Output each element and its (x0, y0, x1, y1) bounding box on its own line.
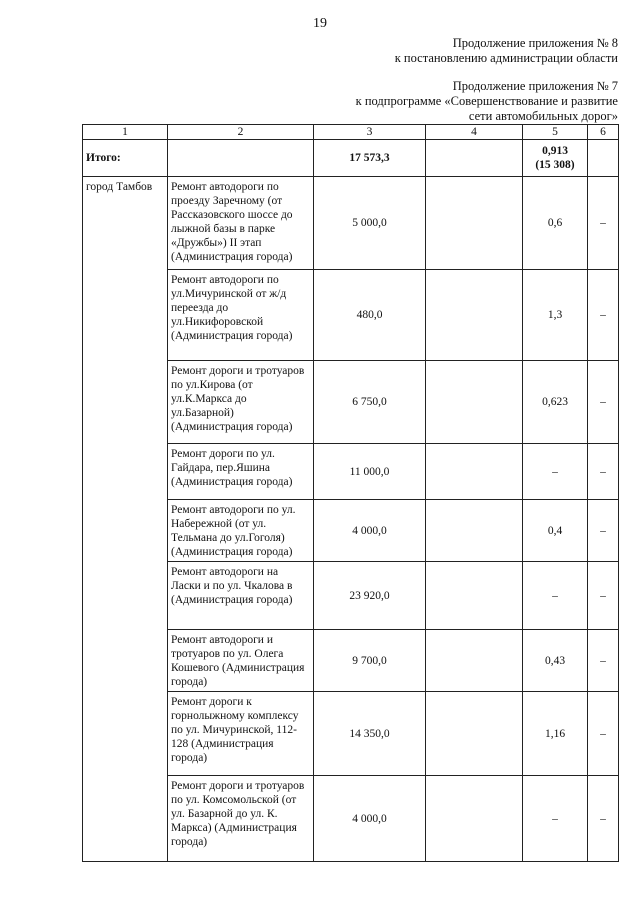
total-length (523, 140, 588, 177)
length-cell: 1,3 (523, 270, 588, 361)
length-cell: 0,43 (523, 630, 588, 692)
total-empty-cell (426, 140, 523, 177)
col4-cell (426, 361, 523, 444)
appendix-7-title: Продолжение приложения № 7 (452, 79, 618, 93)
amount-cell: 9 700,0 (314, 630, 426, 692)
column-header: 2 (168, 125, 314, 140)
column-header: 4 (426, 125, 523, 140)
col4-cell (426, 270, 523, 361)
appendix-7-subtitle-1: к подпрограмме «Совершенствование и развитие (355, 94, 618, 108)
col4-cell (426, 692, 523, 776)
amount-cell: 480,0 (314, 270, 426, 361)
amount-cell: 6 750,0 (314, 361, 426, 444)
funding-table (82, 124, 619, 862)
col4-cell (426, 630, 523, 692)
object-description: Ремонт дороги и тротуаров по ул. Комсомольской (от ул. Базарной до ул. К. Маркса) (Администрация города) (168, 776, 314, 862)
total-empty-cell (168, 140, 314, 177)
page-number: 19 (313, 16, 327, 31)
appendix-8-header (395, 36, 618, 66)
column-header: 1 (83, 125, 168, 140)
amount-cell: 11 000,0 (314, 444, 426, 500)
length-cell: 0,623 (523, 361, 588, 444)
length-cell: – (523, 444, 588, 500)
object-description: Ремонт автодороги по ул. Набережной (от ул. Тельмана до ул.Гоголя) (Администрация города) (168, 500, 314, 562)
amount-cell: 4 000,0 (314, 776, 426, 862)
col4-cell (426, 444, 523, 500)
col4-cell (426, 177, 523, 270)
table-row (83, 177, 619, 270)
amount-cell: 5 000,0 (314, 177, 426, 270)
col6-cell: – (588, 270, 619, 361)
length-cell: 1,16 (523, 692, 588, 776)
object-description: Ремонт дороги и тротуаров по ул.Кирова (от ул.К.Маркса до ул.Базарной) (Администрация города) (168, 361, 314, 444)
col6-cell: – (588, 177, 619, 270)
col4-cell (426, 500, 523, 562)
length-cell: 0,4 (523, 500, 588, 562)
amount-cell: 14 350,0 (314, 692, 426, 776)
total-empty-cell (588, 140, 619, 177)
col6-cell: – (588, 692, 619, 776)
appendix-7-header (356, 79, 618, 124)
col6-cell: – (588, 500, 619, 562)
object-description: Ремонт автодороги и тротуаров по ул. Олега Кошевого (Администрация города) (168, 630, 314, 692)
col6-cell: – (588, 562, 619, 630)
total-length-extra: (15 308) (535, 159, 575, 171)
column-header: 6 (588, 125, 619, 140)
amount-cell: 4 000,0 (314, 500, 426, 562)
total-amount: 17 573,3 (314, 140, 426, 177)
length-cell: 0,6 (523, 177, 588, 270)
col6-cell: – (588, 630, 619, 692)
col4-cell (426, 562, 523, 630)
col4-cell (426, 776, 523, 862)
object-description: Ремонт дороги к горнолыжному комплексу по ул. Мичуринской, 112-128 (Администрация города) (168, 692, 314, 776)
column-number-row (83, 125, 619, 140)
length-cell: – (523, 562, 588, 630)
total-label: Итого: (83, 140, 168, 177)
object-description: Ремонт дороги по ул. Гайдара, пер.Яшина (Администрация города) (168, 444, 314, 500)
appendix-7-subtitle-2: сети автомобильных дорог» (468, 109, 618, 123)
amount-cell: 23 920,0 (314, 562, 426, 630)
column-header: 5 (523, 125, 588, 140)
appendix-8-subtitle: к постановлению администрации области (394, 51, 618, 65)
length-cell: – (523, 776, 588, 862)
place-cell: город Тамбов (83, 177, 168, 862)
total-row (83, 140, 619, 177)
col6-cell: – (588, 361, 619, 444)
appendix-8-title: Продолжение приложения № 8 (452, 36, 618, 50)
col6-cell: – (588, 444, 619, 500)
total-length-value: 0,913 (542, 145, 568, 157)
object-description: Ремонт автодороги по ул.Мичуринской от ж/д переезда до ул.Никифоровской (Администрация города) (168, 270, 314, 361)
column-header: 3 (314, 125, 426, 140)
object-description: Ремонт автодороги на Ласки и по ул. Чкалова в (Администрация города) (168, 562, 314, 630)
object-description: Ремонт автодороги по проезду Заречному (от Рассказовского шоссе до лыжной базы в парке «Дружбы») II этап (Администрация города) (168, 177, 314, 270)
col6-cell: – (588, 776, 619, 862)
